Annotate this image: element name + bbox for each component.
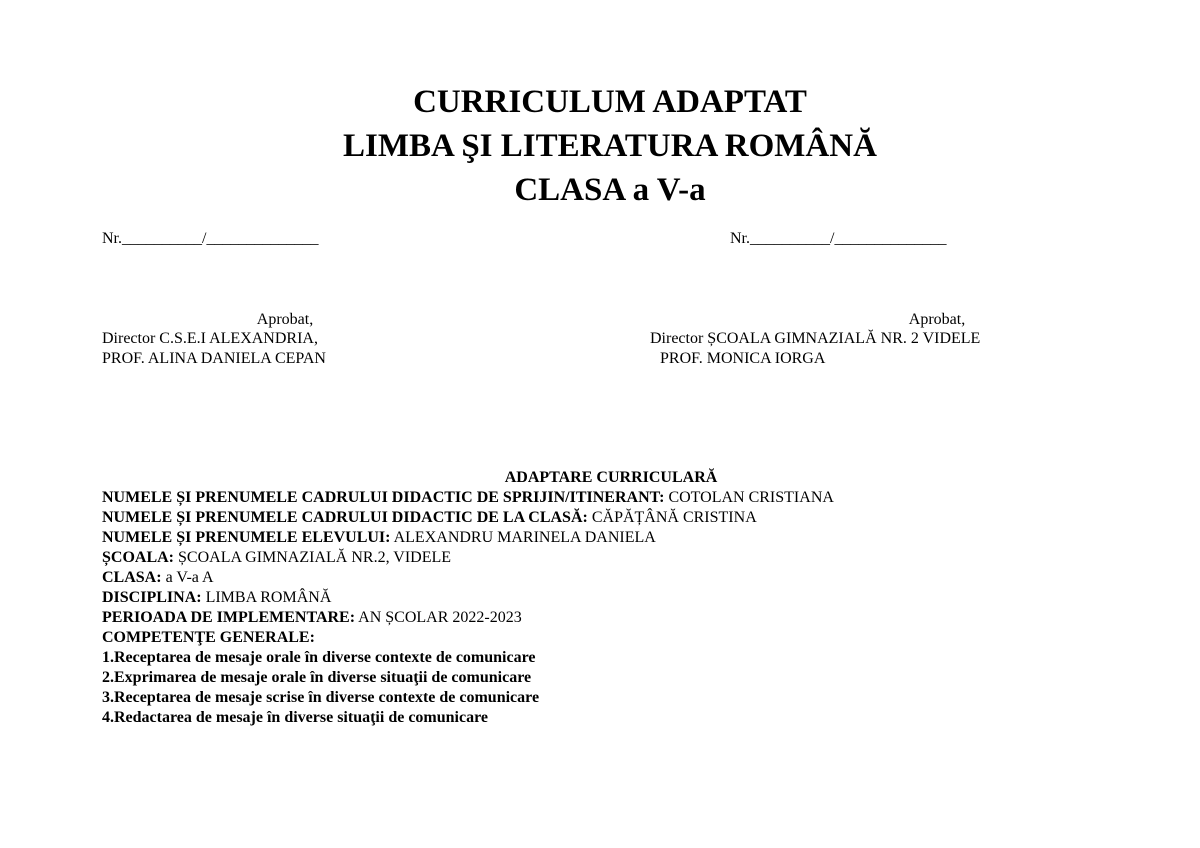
field-class-teacher [102,508,757,528]
field-label: DISCIPLINA: [102,589,202,606]
approval-right-name: PROF. MONICA IORGA [660,350,826,367]
field-label: NUMELE ȘI PRENUMELE CADRULUI DIDACTIC DE SPRIJIN/ITINERANT: [102,489,665,506]
field-value: a V-a A [161,569,214,586]
field-value: COTOLAN CRISTIANA [664,489,834,506]
field-value: ALEXANDRU MARINELA DANIELA [390,529,656,546]
approval-right-label: Aprobat, [908,311,966,328]
field-school [102,548,451,568]
approval-left-label: Aprobat, [256,311,314,328]
field-value: LIMBA ROMÂNĂ [201,589,332,606]
competency-item: 4.Redactarea de mesaje în diverse situaţii de comunicare [102,709,489,726]
field-label: NUMELE ȘI PRENUMELE CADRULUI DIDACTIC DE LA CLASĂ: [102,509,588,526]
field-value: AN ȘCOLAR 2022-2023 [355,609,522,626]
competency-item: 3.Receptarea de mesaje scrise în diverse contexte de comunicare [102,689,540,706]
field-support-teacher [102,488,834,508]
registry-number-right: Nr.__________/______________ [730,230,947,247]
competencies-heading: COMPETENŢE GENERALE: [102,629,315,646]
title-line-3: CLASA a V-a [514,172,706,208]
registry-number-left: Nr.__________/______________ [102,230,319,247]
field-value: ȘCOALA GIMNAZIALĂ NR.2, VIDELE [174,549,452,566]
approval-right-role: Director ȘCOALA GIMNAZIALĂ NR. 2 VIDELE [650,330,981,347]
field-label: ȘCOALA: [102,549,175,566]
field-discipline [102,588,331,608]
adaptation-heading: ADAPTARE CURRICULARĂ [504,469,718,486]
competency-item: 1.Receptarea de mesaje orale în diverse contexte de comunicare [102,649,536,666]
field-label: CLASA: [102,569,162,586]
competency-item: 2.Exprimarea de mesaje orale în diverse situaţii de comunicare [102,669,532,686]
field-student [102,528,656,548]
field-label: NUMELE ȘI PRENUMELE ELEVULUI: [102,529,391,546]
field-period [102,608,522,628]
field-value: CĂPĂȚÂNĂ CRISTINA [587,509,757,526]
field-class [102,568,214,588]
field-label: PERIOADA DE IMPLEMENTARE: [102,609,356,626]
approval-left-role: Director C.S.E.I ALEXANDRIA, [102,330,318,347]
title-line-1: CURRICULUM ADAPTAT [413,84,807,120]
approval-left-name: PROF. ALINA DANIELA CEPAN [102,350,326,367]
title-line-2: LIMBA ŞI LITERATURA ROMÂNĂ [343,128,877,164]
